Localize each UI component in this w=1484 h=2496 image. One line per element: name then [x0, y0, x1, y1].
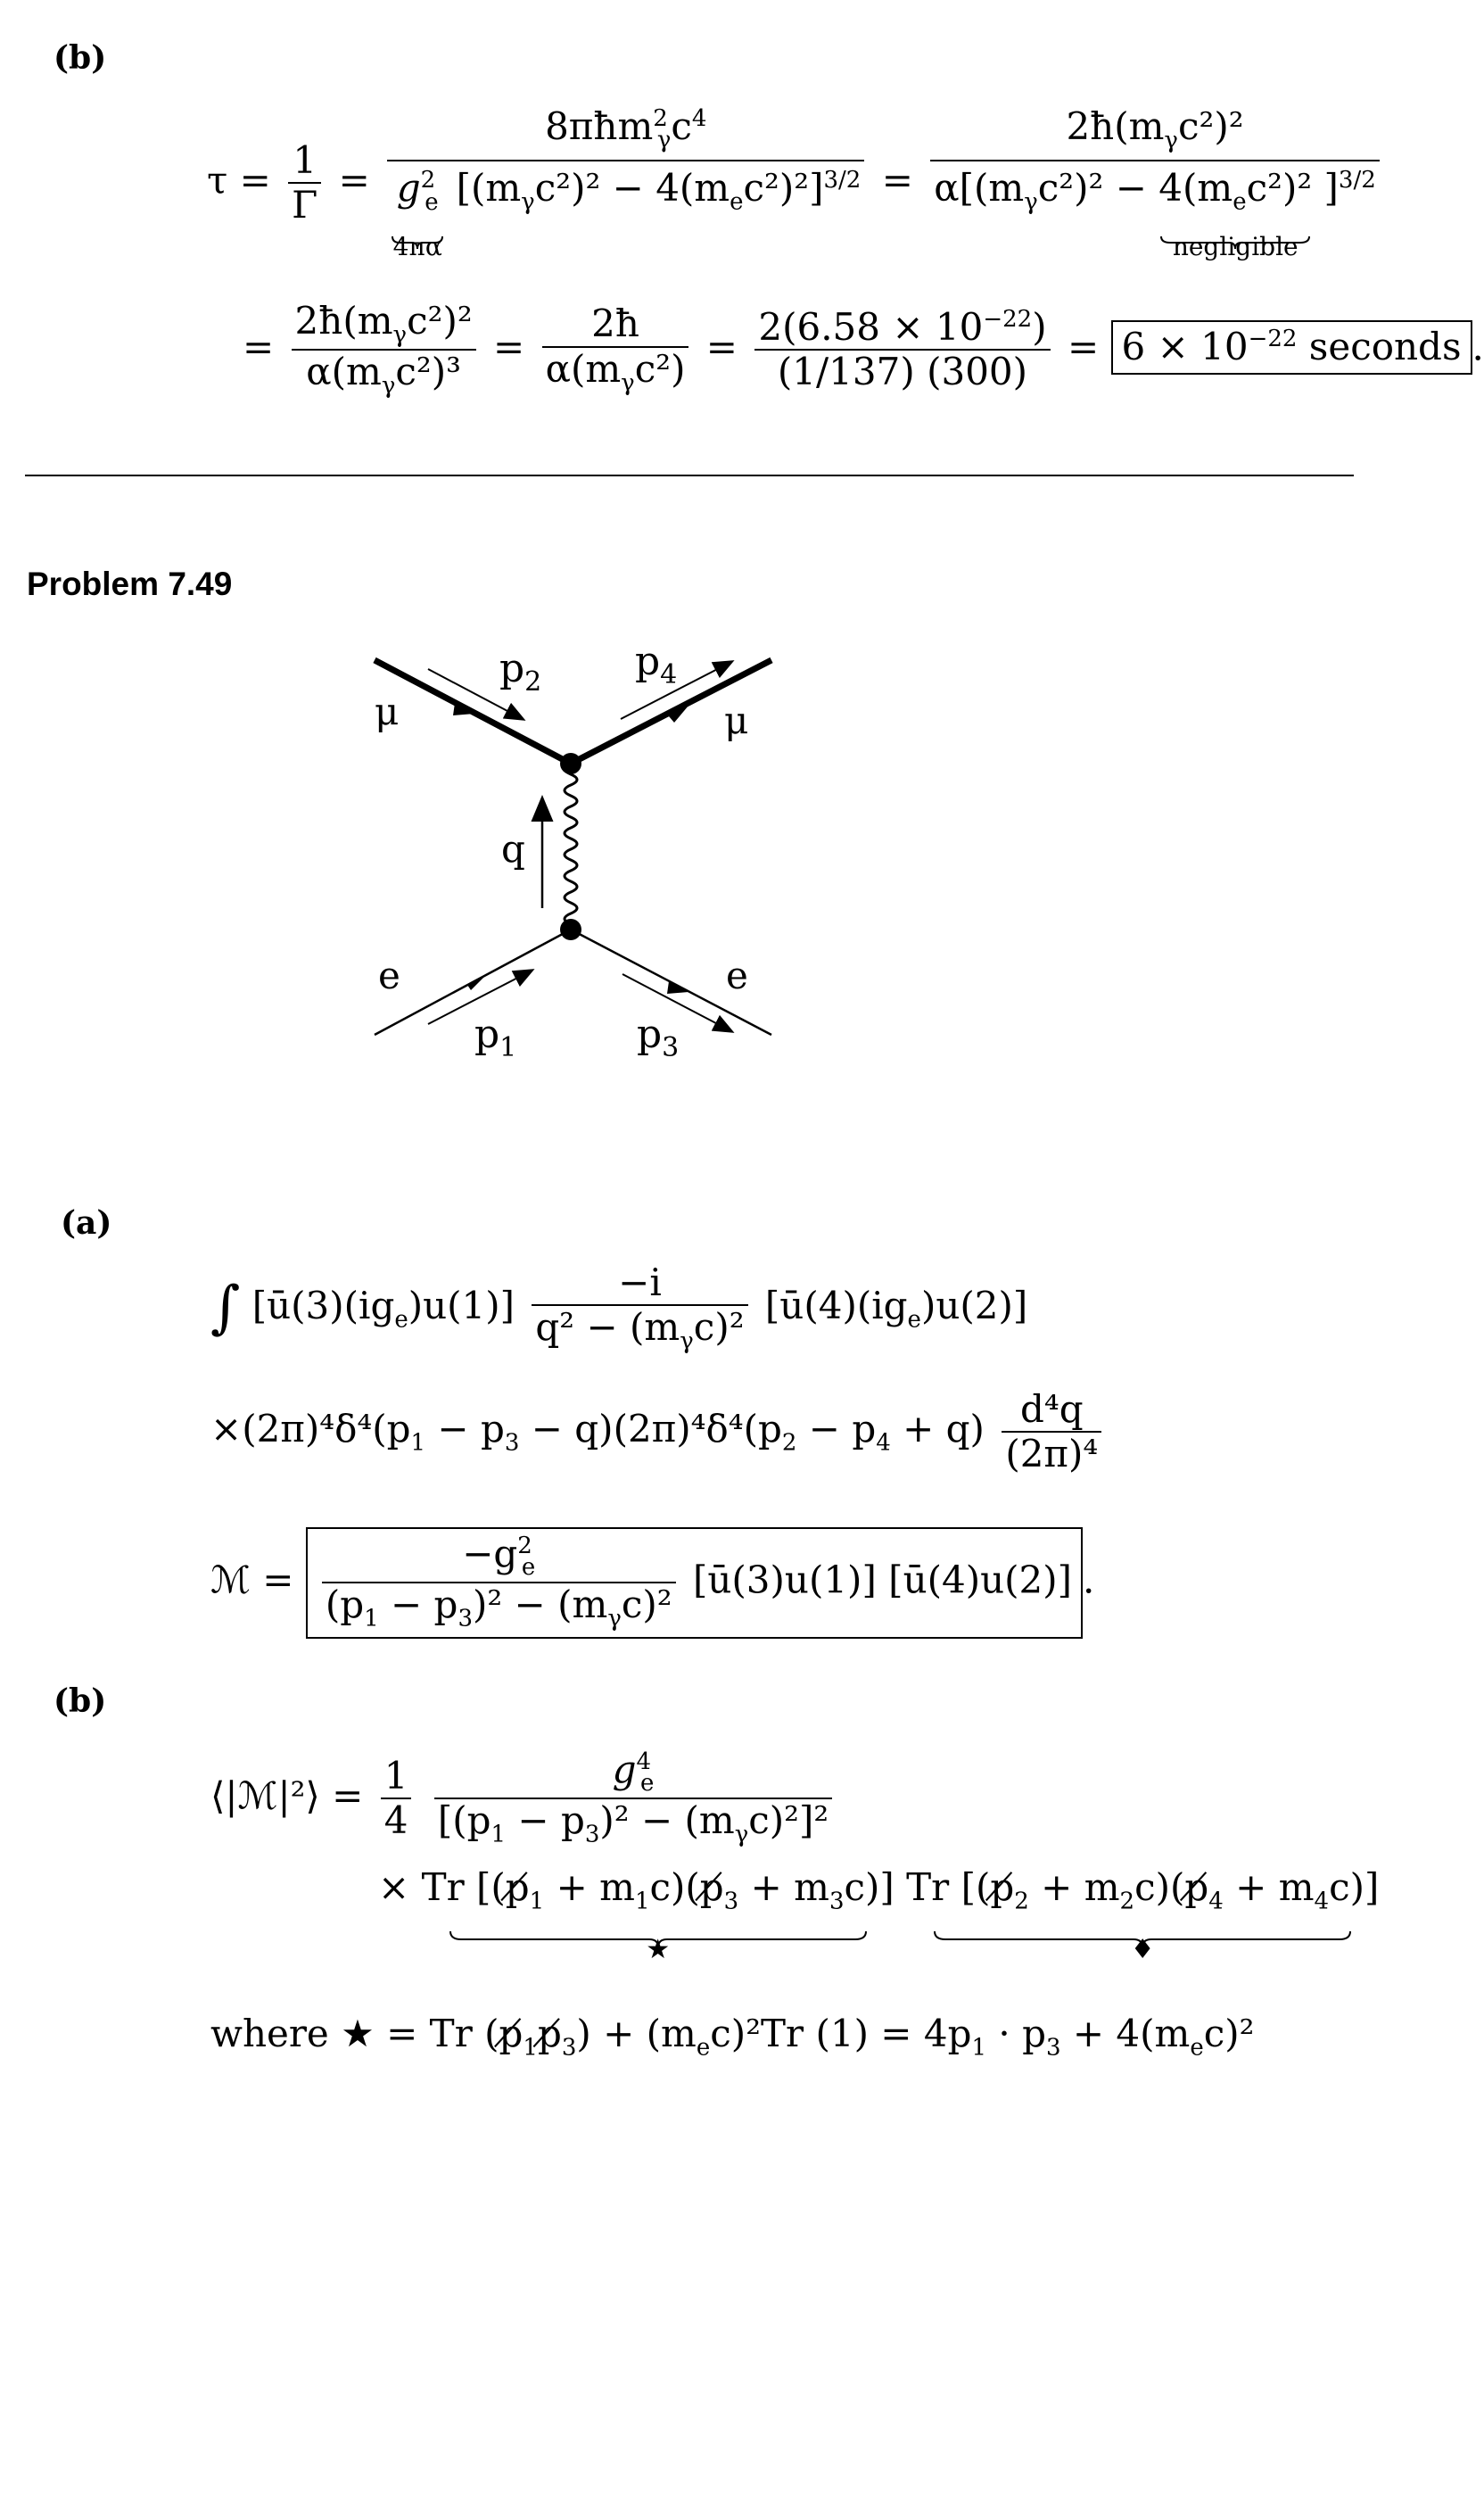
part-a-label: (a)	[61, 1204, 112, 1242]
tau-equation-line1: τ = $\frac{1}{\Gamma}$ = $8\pi ħm^2_\gamma c^4$ $g^2_e$ 4πα $[(m_\gamma c^2)^2 - 4(m_ec^2)^2]^{3/2}$ = $2ħ(m_\gamma c^2)^2$ $\alpha[(m_\gamma c^2)^2 - 4(m_ec^2)^2$ negligible ]$^{3/2}$	[207, 105, 1385, 261]
eq-a-line1: ∫ $[ū(3)(ig_e)u(1)]$ $\frac{-i}{q^2 - (m_\gamma c)^2}$ $[ū(4)(ig_e)u(2)]$	[210, 1260, 1028, 1355]
negligible-note: negligible	[1172, 231, 1298, 261]
part-b2-label: (b)	[54, 1682, 107, 1720]
upper-vertex	[560, 753, 581, 774]
amplitude-answer: $\frac{-g^2_e}{(p_1 - p_3)^2 - (m_\gamma c)^2}$ [ū(3)u(1)] [ū(4)u(2)]	[306, 1527, 1083, 1639]
lifetime-answer: $6 \times 10^{-22}$ seconds	[1111, 320, 1472, 374]
eq-b-where: where ★ = Tr $(p̸_1p̸_3) + (m_ec)^2Tr$ $(1) = 4p_1 \cdot p_3 + 4(m_ec)^2$	[210, 2012, 1255, 2062]
electron-out-arrow-icon	[667, 981, 688, 994]
tau-fraction-1: $8\pi ħm^2_\gamma c^4$ $g^2_e$ 4πα $[(m_\gamma c^2)^2 - 4(m_ec^2)^2]^{3/2}$	[387, 105, 864, 261]
amplitude-symbol: ℳ =	[210, 1558, 294, 1602]
propagator-fraction: $\frac{-i}{q^2 - (m_\gamma c)^2}$	[532, 1261, 747, 1356]
muon-left-label: μ	[375, 690, 400, 733]
negligible-underbrace: $4(m_ec^2)^2$ negligible	[1158, 166, 1313, 261]
ge-note: 4πα	[392, 231, 442, 261]
p4-label: $p_4$	[635, 639, 678, 690]
eq-a-result: ℳ = $\frac{-g^2_e}{(p_1 - p_3)^2 - (m_\gamma c)^2}$ [ū(3)u(1)] [ū(4)u(2)] .	[210, 1527, 1094, 1639]
underbrace-icon	[933, 1930, 1352, 1949]
p3-label: $p_3$	[637, 1012, 680, 1063]
electron-right-label: e	[726, 954, 748, 997]
ge-underbrace: $g^2_e$ 4πα	[391, 167, 444, 260]
eq-b-line2: × Tr [($p̸_1$ + $m_1c)(p̸_3 + m_3c)$] ★ Tr [($p̸_2$ + $m_2c)(p̸_4 + m_4c)$] ♦	[378, 1865, 1380, 1966]
tau-l2-fraction-1: $\frac{2ħ(m_\gamma c^2)^2}{\alpha(m_\gamma c^2)^3}$	[292, 300, 476, 401]
tau-fraction-2: $2ħ(m_\gamma c^2)^2$ $\alpha[(m_\gamma c^2)^2 - 4(m_ec^2)^2$ negligible ]$^{3/2}$	[930, 105, 1380, 261]
section-divider	[25, 475, 1354, 476]
tau-l2-fraction-3: $\frac{2(6.58 \times 10^{-22})}{(1/137) (300)}$	[754, 306, 1050, 394]
part-b-label: (b)	[54, 39, 107, 77]
p1-label: $p_1$	[474, 1012, 517, 1063]
one-over-gamma: $\frac{1}{\Gamma}$	[288, 139, 321, 227]
electron-left-label: e	[378, 954, 400, 997]
measure-fraction: $\frac{\text{d⁴q}}{\text{(2π)⁴}}$	[1002, 1388, 1101, 1476]
eq-b-fraction: $\frac{g^4_e}{[(p_1 - p_3)^2 - (m_\gamma c)^2]^2}$	[434, 1748, 832, 1849]
eq-a-line2: $\times(2\pi)^4\delta^4(p_1 - p_3 - q)(2\pi)^4\delta^4(p_2 - p_4 + q)$ $\frac{\text{d⁴q}}{\text{(2π)⁴}}$	[210, 1388, 1107, 1476]
p2-label: $p_2$	[499, 646, 542, 698]
lower-vertex	[560, 919, 581, 940]
q-label: q	[501, 827, 525, 871]
problem-title: Problem 7.49	[27, 566, 233, 602]
electron-in-arrow-icon	[467, 974, 487, 990]
quarter-fraction: $\frac{1}{4}$	[381, 1755, 412, 1843]
tau-l2-fraction-2: $\frac{2ħ}{\alpha(m_\gamma c^2)}$	[542, 302, 689, 397]
underbrace-icon	[449, 1930, 868, 1949]
muon-right-label: μ	[724, 698, 749, 742]
tau-equation-line2: = $\frac{2ħ(m_\gamma c^2)^2}{\alpha(m_\gamma c^2)^3}$ = $\frac{2ħ}{\alpha(m_\gamma c^2)}$ = $\frac{2(6.58 \times 10^{-22})}{(1/137) (300)}$ = $6 \times 10^{-22}$ seconds .	[243, 299, 1484, 400]
underbrace-icon	[391, 235, 444, 251]
photon-wavy-line	[565, 764, 577, 935]
trace1-underbrace: Tr [($p̸_1$ + $m_1c)(p̸_3 + m_3c)$] ★	[421, 1865, 895, 1966]
trace2-underbrace: Tr [($p̸_2$ + $m_2c)(p̸_4 + m_4c)$] ♦	[906, 1865, 1380, 1966]
star-icon: ★	[646, 1934, 671, 1966]
underbrace-icon	[1159, 235, 1311, 251]
feynman-diagram	[357, 624, 803, 1088]
diamond-icon: ♦	[1130, 1934, 1155, 1966]
tau-lhs: τ =	[207, 158, 271, 202]
eq-b-line1: ⟨|ℳ|²⟩ = $\frac{1}{4}$ $\frac{g^4_e}{[(p_1 - p_3)^2 - (m_\gamma c)^2]^2}$	[210, 1748, 837, 1849]
integral-sign: ∫	[210, 1275, 241, 1341]
